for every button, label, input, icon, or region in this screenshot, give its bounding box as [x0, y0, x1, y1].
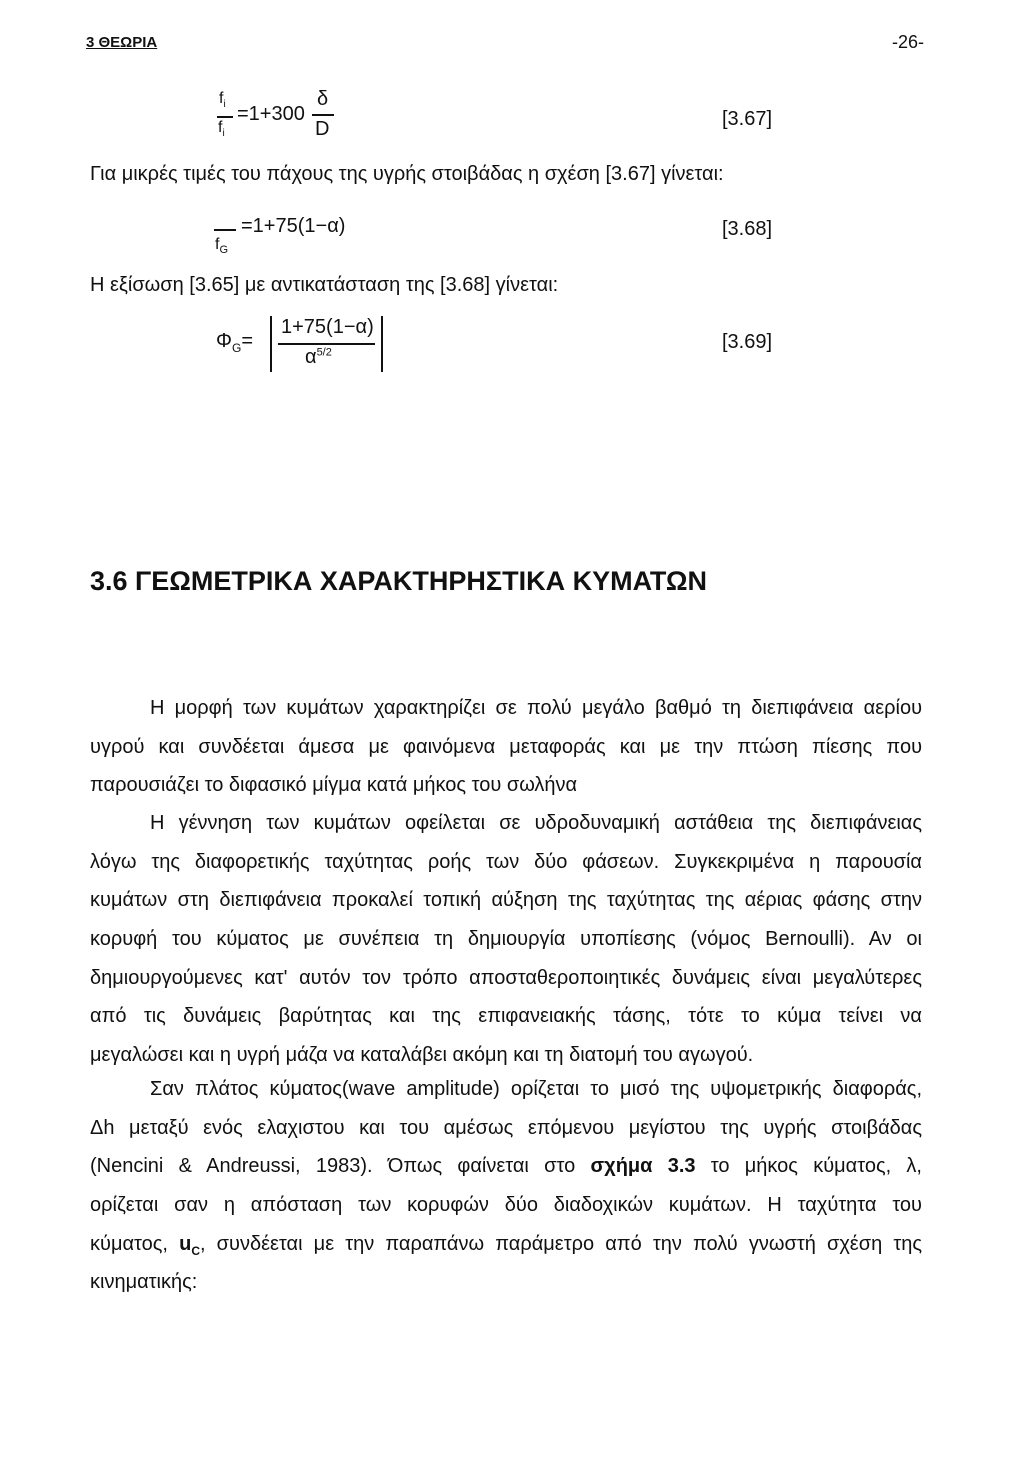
chapter-header: 3 ΘΕΩΡΙΑ [86, 34, 158, 51]
paragraph-line: κύματος, $u_C$, συνδέεται με την παραπάνω παράμετρο από την πολύ γνωστή σχέση της [90, 1232, 922, 1258]
eq-3-67-label: [3.67] [722, 108, 773, 130]
eq-3-69-numerator: 1+75(1−α) [281, 316, 374, 338]
paragraph-wave-generation [90, 804, 922, 1075]
eq-3-69-fraction-bar [278, 343, 375, 345]
eq-3-69-abs-bar-right [381, 316, 383, 372]
eq-3-67-fraction-bar [217, 116, 233, 118]
text-equation-substitution: Η εξίσωση [3.65] με αντικατάσταση της [3.68] γίνεται: [90, 274, 559, 296]
paragraph-wave-amplitude [90, 1070, 922, 1302]
eq-3-67-rhs: =1+300 [237, 103, 305, 125]
eq-3-69-abs-bar-left [270, 316, 272, 372]
eq-3-67-frac-denominator: D [315, 118, 330, 140]
section-title: 3.6 ΓΕΩΜΕΤΡΙΚΑ ΧΑΡΑΚΤΗΡΗΣΤΙΚΑ ΚΥΜΑΤΩΝ [90, 566, 708, 596]
paragraph-line: Σαν πλάτος κύματος(wave amplitude) ορίζεται το μισό της υψομετρικής διαφοράς, [150, 1078, 922, 1100]
paragraph-line: (Nencini & Andreussi, 1983). Όπως φαίνεται στο σχήμα 3.3 το μήκος κύματος, λ, [90, 1155, 922, 1178]
eq-3-67-frac-numerator: δ [317, 88, 329, 110]
paragraph-line: παρουσιάζει το διφασικό μίγμα κατά μήκος του σωλήνα [90, 774, 578, 797]
eq-3-67-denominator: $f_i$ [218, 119, 225, 140]
paragraph-line: δημιουργούμενες κατ' αυτόν τον τρόπο αποσταθεροποιητικές δυνάμεις είναι μεγαλύτερες [90, 966, 922, 989]
eq-3-69-label: [3.69] [722, 331, 773, 353]
eq-3-68-rhs: =1+75(1−α) [241, 215, 346, 237]
paragraph-line: μεγαλώσει και η υγρή μάζα να καταλάβει ακόμη και τη διατομή του αγωγού. [90, 1044, 754, 1067]
paragraph-line: κορυφή του κύματος με συνέπεια τη δημιουργία υποπίεσης (νόμος Bernoulli). Αν οι [90, 928, 922, 951]
paragraph-line: Η μορφή των κυμάτων χαρακτηρίζει σε πολύ μεγάλο βαθμό τη διεπιφάνεια αερίου [150, 697, 922, 719]
text-small-thickness: Για μικρές τιμές του πάχους της υγρής στοιβάδας η σχέση [3.67] γίνεται: [90, 163, 724, 185]
eq-3-69-lhs: $\Phi_G=$ [216, 330, 253, 355]
paragraph-line: ορίζεται σαν η απόσταση των κορυφών δύο διαδοχικών κυμάτων. Η ταχύτητα του [90, 1194, 922, 1217]
paragraph-line: λόγω της διαφορετικής ταχύτητας ροής των δύο φάσεων. Συγκεκριμένα η παρουσία [90, 850, 922, 873]
eq-3-68-fraction-bar [214, 229, 236, 231]
eq-3-67-numerator: $f_i$ [219, 90, 226, 111]
eq-3-68-label: [3.68] [722, 218, 773, 240]
paragraph-line: Η γέννηση των κυμάτων οφείλεται σε υδροδυναμική αστάθεια της διεπιφάνειας [150, 812, 922, 834]
wave-velocity-symbol: $u_C$ [179, 1232, 200, 1258]
eq-3-69-denominator: $\alpha^{5/2}$ [305, 346, 332, 368]
paragraph-line: κυμάτων στη διεπιφάνεια προκαλεί τοπική αύξηση της ταχύτητας της αέριας φάσης στην [90, 889, 922, 912]
page-number: -26- [891, 32, 924, 52]
paragraph-wave-form [90, 689, 922, 805]
paragraph-line: κινηματικής: [90, 1271, 198, 1294]
eq-3-67-small-fraction-bar [312, 114, 334, 116]
figure-reference: σχήμα 3.3 [590, 1155, 696, 1178]
paragraph-line: υγρού και συνδέεται άμεσα με φαινόμενα μεταφοράς και με την πτώση πίεσης που [90, 735, 922, 758]
eq-3-68-denominator: $f_G$ [215, 236, 229, 257]
paragraph-line: Δh μεταξύ ενός ελαχιστου και του αμέσως επόμενου μεγίστου της υγρής στοιβάδας [90, 1116, 922, 1139]
paragraph-line: από τις δυνάμεις βαρύτητας και της επιφανειακής τάσης, τότε το κύμα τείνει να [90, 1005, 922, 1028]
